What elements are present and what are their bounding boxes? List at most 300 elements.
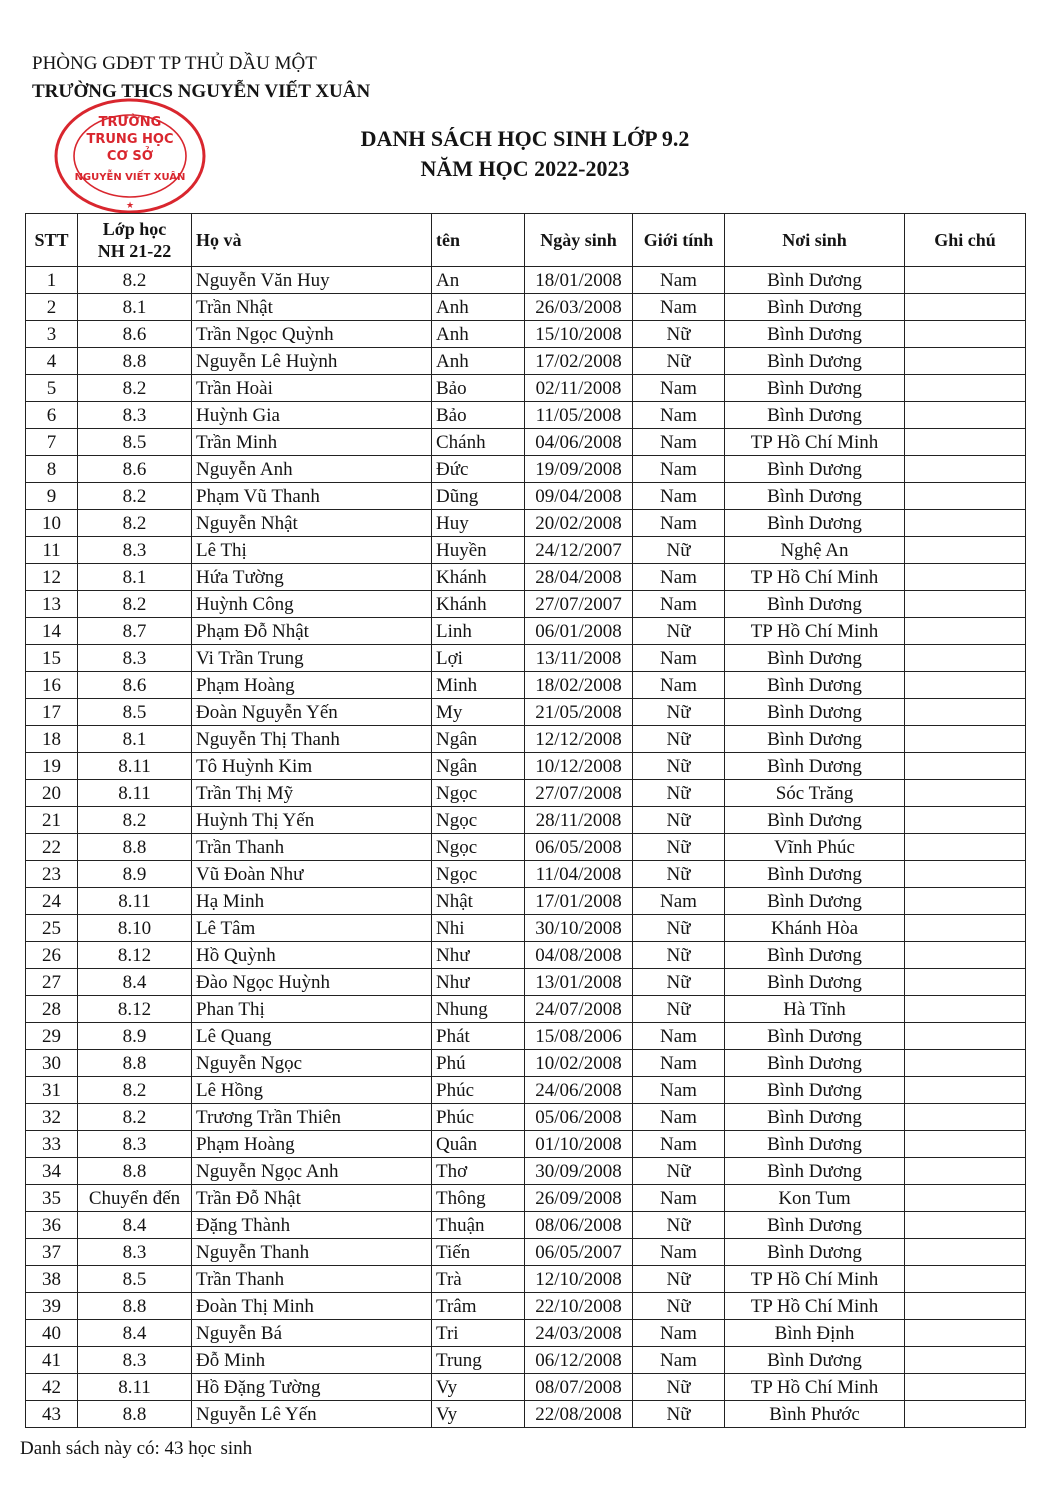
cell-class: 8.11 (78, 780, 192, 807)
cell-gender: Nữ (633, 1293, 725, 1320)
cell-class: 8.2 (78, 483, 192, 510)
cell-class: 8.1 (78, 564, 192, 591)
cell-birthplace: Hà Tĩnh (725, 996, 905, 1023)
cell-class: 8.8 (78, 1158, 192, 1185)
cell-dob: 08/06/2008 (525, 1212, 633, 1239)
header-surname: Họ và (192, 214, 432, 267)
cell-gender: Nữ (633, 699, 725, 726)
cell-stt: 4 (26, 348, 78, 375)
cell-dob: 22/08/2008 (525, 1401, 633, 1428)
cell-class: 8.2 (78, 1104, 192, 1131)
cell-name: Như (432, 942, 525, 969)
table-row (26, 429, 1026, 456)
cell-name: Trung (432, 1347, 525, 1374)
cell-dob: 28/11/2008 (525, 807, 633, 834)
table-row (26, 834, 1026, 861)
cell-birthplace: Bình Dương (725, 375, 905, 402)
school-seal-stamp (52, 96, 208, 216)
cell-surname: Nguyễn Ngọc Anh (192, 1158, 432, 1185)
cell-birthplace: Bình Dương (725, 645, 905, 672)
school-name: TRƯỜNG THCS NGUYỄN VIẾT XUÂN (32, 81, 371, 102)
title-line-1: DANH SÁCH HỌC SINH LỚP 9.2 (360, 126, 690, 151)
cell-birthplace: Kon Tum (725, 1185, 905, 1212)
table-row (26, 807, 1026, 834)
cell-stt: 14 (26, 618, 78, 645)
cell-note (905, 672, 1026, 699)
cell-gender: Nam (633, 267, 725, 294)
cell-note (905, 348, 1026, 375)
cell-birthplace: TP Hồ Chí Minh (725, 618, 905, 645)
cell-name: Đức (432, 456, 525, 483)
cell-gender: Nữ (633, 1374, 725, 1401)
cell-gender: Nam (633, 294, 725, 321)
cell-note (905, 591, 1026, 618)
cell-dob: 01/10/2008 (525, 1131, 633, 1158)
cell-birthplace: Bình Dương (725, 726, 905, 753)
cell-class: 8.7 (78, 618, 192, 645)
summary-text: Danh sách này có: 43 học sinh (20, 1438, 253, 1459)
cell-stt: 22 (26, 834, 78, 861)
table-row (26, 564, 1026, 591)
cell-surname: Phạm Vũ Thanh (192, 483, 432, 510)
cell-gender: Nam (633, 672, 725, 699)
cell-name: Phúc (432, 1077, 525, 1104)
table-row (26, 1185, 1026, 1212)
table-row (26, 1401, 1026, 1428)
cell-note (905, 483, 1026, 510)
cell-gender: Nữ (633, 996, 725, 1023)
cell-surname: Lê Hồng (192, 1077, 432, 1104)
header-name: tên (432, 214, 525, 267)
cell-name: Quân (432, 1131, 525, 1158)
cell-surname: Lê Quang (192, 1023, 432, 1050)
cell-class: 8.8 (78, 1401, 192, 1428)
cell-class: 8.11 (78, 888, 192, 915)
cell-note (905, 807, 1026, 834)
cell-gender: Nam (633, 510, 725, 537)
cell-surname: Lê Thị (192, 537, 432, 564)
cell-dob: 22/10/2008 (525, 1293, 633, 1320)
cell-note (905, 1293, 1026, 1320)
table-row (26, 483, 1026, 510)
cell-surname: Trương Trần Thiên (192, 1104, 432, 1131)
cell-class: 8.3 (78, 402, 192, 429)
cell-class: 8.9 (78, 861, 192, 888)
cell-note (905, 1374, 1026, 1401)
cell-class: 8.10 (78, 915, 192, 942)
cell-note (905, 888, 1026, 915)
cell-stt: 30 (26, 1050, 78, 1077)
cell-class: 8.11 (78, 753, 192, 780)
cell-stt: 13 (26, 591, 78, 618)
cell-class: 8.4 (78, 1320, 192, 1347)
cell-stt: 20 (26, 780, 78, 807)
table-row (26, 942, 1026, 969)
cell-birthplace: Bình Dương (725, 942, 905, 969)
cell-gender: Nam (633, 564, 725, 591)
cell-note (905, 1050, 1026, 1077)
cell-stt: 18 (26, 726, 78, 753)
table-row (26, 1374, 1026, 1401)
cell-class: 8.2 (78, 1077, 192, 1104)
cell-gender: Nam (633, 1077, 725, 1104)
cell-name: Trâm (432, 1293, 525, 1320)
cell-gender: Nam (633, 375, 725, 402)
cell-stt: 10 (26, 510, 78, 537)
cell-surname: Nguyễn Ngọc (192, 1050, 432, 1077)
cell-surname: Nguyễn Thanh (192, 1239, 432, 1266)
cell-note (905, 510, 1026, 537)
cell-stt: 28 (26, 996, 78, 1023)
cell-gender: Nữ (633, 861, 725, 888)
cell-note (905, 645, 1026, 672)
cell-stt: 35 (26, 1185, 78, 1212)
cell-name: Thơ (432, 1158, 525, 1185)
cell-dob: 06/01/2008 (525, 618, 633, 645)
cell-note (905, 753, 1026, 780)
cell-name: Huyền (432, 537, 525, 564)
cell-birthplace: Bình Dương (725, 483, 905, 510)
cell-surname: Trần Đỗ Nhật (192, 1185, 432, 1212)
cell-stt: 9 (26, 483, 78, 510)
cell-dob: 24/03/2008 (525, 1320, 633, 1347)
cell-stt: 16 (26, 672, 78, 699)
cell-name: Vy (432, 1374, 525, 1401)
table-row (26, 1158, 1026, 1185)
cell-class: 8.1 (78, 726, 192, 753)
cell-name: Anh (432, 321, 525, 348)
cell-stt: 43 (26, 1401, 78, 1428)
cell-class: 8.2 (78, 510, 192, 537)
cell-class: 8.2 (78, 807, 192, 834)
cell-birthplace: TP Hồ Chí Minh (725, 1374, 905, 1401)
cell-gender: Nữ (633, 780, 725, 807)
cell-surname: Huỳnh Công (192, 591, 432, 618)
department-name: PHÒNG GDĐT TP THỦ DẦU MỘT (32, 53, 317, 74)
cell-note (905, 321, 1026, 348)
cell-stt: 34 (26, 1158, 78, 1185)
table-row (26, 1131, 1026, 1158)
cell-birthplace: TP Hồ Chí Minh (725, 1293, 905, 1320)
cell-gender: Nữ (633, 321, 725, 348)
cell-class: 8.5 (78, 429, 192, 456)
cell-class: 8.8 (78, 1293, 192, 1320)
cell-gender: Nam (633, 1239, 725, 1266)
cell-stt: 19 (26, 753, 78, 780)
cell-class: 8.2 (78, 267, 192, 294)
cell-note (905, 1212, 1026, 1239)
cell-stt: 11 (26, 537, 78, 564)
table-row (26, 618, 1026, 645)
cell-class: 8.5 (78, 699, 192, 726)
cell-stt: 25 (26, 915, 78, 942)
cell-class: 8.4 (78, 969, 192, 996)
seal-line-3: CƠ SỞ (106, 149, 154, 164)
cell-birthplace: Bình Dương (725, 1158, 905, 1185)
cell-note (905, 780, 1026, 807)
cell-stt: 39 (26, 1293, 78, 1320)
cell-birthplace: Vĩnh Phúc (725, 834, 905, 861)
cell-name: Trà (432, 1266, 525, 1293)
cell-dob: 19/09/2008 (525, 456, 633, 483)
cell-birthplace: Nghệ An (725, 537, 905, 564)
cell-dob: 11/04/2008 (525, 861, 633, 888)
cell-birthplace: Bình Phước (725, 1401, 905, 1428)
cell-class: 8.6 (78, 456, 192, 483)
cell-gender: Nam (633, 1050, 725, 1077)
cell-dob: 30/10/2008 (525, 915, 633, 942)
cell-dob: 26/09/2008 (525, 1185, 633, 1212)
cell-name: Minh (432, 672, 525, 699)
document-title (300, 124, 750, 184)
cell-stt: 7 (26, 429, 78, 456)
cell-birthplace: Bình Dương (725, 267, 905, 294)
cell-surname: Trần Minh (192, 429, 432, 456)
cell-gender: Nữ (633, 1266, 725, 1293)
cell-name: Huy (432, 510, 525, 537)
cell-note (905, 1131, 1026, 1158)
cell-surname: Nguyễn Bá (192, 1320, 432, 1347)
cell-note (905, 834, 1026, 861)
cell-stt: 15 (26, 645, 78, 672)
cell-dob: 21/05/2008 (525, 699, 633, 726)
cell-dob: 18/02/2008 (525, 672, 633, 699)
cell-dob: 27/07/2007 (525, 591, 633, 618)
cell-class: 8.5 (78, 1266, 192, 1293)
cell-birthplace: Khánh Hòa (725, 915, 905, 942)
cell-note (905, 1347, 1026, 1374)
cell-gender: Nữ (633, 1158, 725, 1185)
cell-dob: 04/06/2008 (525, 429, 633, 456)
header-dob: Ngày sinh (525, 214, 633, 267)
cell-gender: Nam (633, 1185, 725, 1212)
cell-class: 8.11 (78, 1374, 192, 1401)
cell-gender: Nữ (633, 726, 725, 753)
cell-name: Dũng (432, 483, 525, 510)
cell-stt: 17 (26, 699, 78, 726)
table-row (26, 375, 1026, 402)
cell-gender: Nữ (633, 1401, 725, 1428)
cell-surname: Vũ Đoàn Như (192, 861, 432, 888)
cell-stt: 38 (26, 1266, 78, 1293)
cell-dob: 12/12/2008 (525, 726, 633, 753)
cell-stt: 2 (26, 294, 78, 321)
table-row (26, 348, 1026, 375)
cell-note (905, 564, 1026, 591)
cell-surname: Trần Hoài (192, 375, 432, 402)
table-row (26, 1347, 1026, 1374)
cell-birthplace: Bình Dương (725, 294, 905, 321)
header-class (78, 214, 192, 267)
cell-surname: Đoàn Nguyễn Yến (192, 699, 432, 726)
cell-dob: 18/01/2008 (525, 267, 633, 294)
cell-birthplace: Bình Dương (725, 1050, 905, 1077)
cell-surname: Vi Trần Trung (192, 645, 432, 672)
cell-name: Lợi (432, 645, 525, 672)
cell-note (905, 1158, 1026, 1185)
cell-dob: 13/01/2008 (525, 969, 633, 996)
cell-dob: 13/11/2008 (525, 645, 633, 672)
cell-class: 8.3 (78, 1239, 192, 1266)
cell-gender: Nam (633, 1347, 725, 1374)
cell-birthplace: Bình Dương (725, 1023, 905, 1050)
cell-gender: Nam (633, 456, 725, 483)
cell-stt: 21 (26, 807, 78, 834)
cell-name: Nhi (432, 915, 525, 942)
cell-stt: 8 (26, 456, 78, 483)
cell-name: Phát (432, 1023, 525, 1050)
cell-surname: Đỗ Minh (192, 1347, 432, 1374)
table-row (26, 267, 1026, 294)
cell-class: 8.2 (78, 375, 192, 402)
cell-note (905, 1401, 1026, 1428)
cell-surname: Hồ Quỳnh (192, 942, 432, 969)
cell-surname: Nguyễn Anh (192, 456, 432, 483)
table-row (26, 1320, 1026, 1347)
cell-class: 8.12 (78, 942, 192, 969)
table-row (26, 321, 1026, 348)
cell-birthplace: Sóc Trăng (725, 780, 905, 807)
cell-class: 8.3 (78, 645, 192, 672)
cell-birthplace: Bình Dương (725, 969, 905, 996)
cell-name: Tiến (432, 1239, 525, 1266)
cell-surname: Nguyễn Lê Yến (192, 1401, 432, 1428)
cell-birthplace: TP Hồ Chí Minh (725, 429, 905, 456)
cell-birthplace: Bình Dương (725, 591, 905, 618)
cell-name: Ngọc (432, 861, 525, 888)
cell-class: 8.3 (78, 537, 192, 564)
cell-dob: 10/02/2008 (525, 1050, 633, 1077)
cell-gender: Nam (633, 645, 725, 672)
cell-stt: 23 (26, 861, 78, 888)
table-row (26, 780, 1026, 807)
cell-class: 8.2 (78, 591, 192, 618)
cell-stt: 27 (26, 969, 78, 996)
cell-dob: 06/05/2007 (525, 1239, 633, 1266)
table-row (26, 591, 1026, 618)
cell-name: Bảo (432, 375, 525, 402)
cell-note (905, 1320, 1026, 1347)
cell-birthplace: Bình Dương (725, 753, 905, 780)
table-row (26, 672, 1026, 699)
cell-name: My (432, 699, 525, 726)
cell-surname: Phạm Hoàng (192, 672, 432, 699)
cell-stt: 31 (26, 1077, 78, 1104)
cell-birthplace: Bình Dương (725, 1104, 905, 1131)
seal-line-1: TRƯỜNG (98, 115, 162, 130)
cell-surname: Huỳnh Thị Yến (192, 807, 432, 834)
cell-dob: 02/11/2008 (525, 375, 633, 402)
cell-name: Như (432, 969, 525, 996)
student-roster-table (25, 213, 1026, 1428)
cell-note (905, 1104, 1026, 1131)
cell-class: Chuyển đến (78, 1185, 192, 1212)
cell-surname: Phan Thị (192, 996, 432, 1023)
table-row (26, 294, 1026, 321)
cell-gender: Nam (633, 1131, 725, 1158)
cell-name: Khánh (432, 591, 525, 618)
cell-dob: 15/10/2008 (525, 321, 633, 348)
table-row (26, 915, 1026, 942)
header-stt: STT (26, 214, 78, 267)
cell-birthplace: Bình Dương (725, 1077, 905, 1104)
cell-stt: 24 (26, 888, 78, 915)
table-row (26, 1050, 1026, 1077)
cell-surname: Nguyễn Thị Thanh (192, 726, 432, 753)
seal-line-4: NGUYỄN VIẾT XUÂN (74, 172, 186, 183)
cell-dob: 24/07/2008 (525, 996, 633, 1023)
cell-class: 8.9 (78, 1023, 192, 1050)
cell-note (905, 942, 1026, 969)
cell-surname: Trần Thanh (192, 834, 432, 861)
cell-stt: 1 (26, 267, 78, 294)
cell-class: 8.12 (78, 996, 192, 1023)
table-row (26, 861, 1026, 888)
cell-name: Anh (432, 294, 525, 321)
table-row (26, 1266, 1026, 1293)
cell-stt: 6 (26, 402, 78, 429)
table-body (26, 267, 1026, 1428)
cell-name: Tri (432, 1320, 525, 1347)
cell-class: 8.1 (78, 294, 192, 321)
cell-stt: 33 (26, 1131, 78, 1158)
cell-surname: Nguyễn Văn Huy (192, 267, 432, 294)
cell-surname: Đào Ngọc Huỳnh (192, 969, 432, 996)
cell-stt: 41 (26, 1347, 78, 1374)
cell-dob: 10/12/2008 (525, 753, 633, 780)
cell-stt: 37 (26, 1239, 78, 1266)
table-row (26, 537, 1026, 564)
cell-dob: 15/08/2006 (525, 1023, 633, 1050)
header-gender: Giới tính (633, 214, 725, 267)
cell-note (905, 1239, 1026, 1266)
cell-name: Anh (432, 348, 525, 375)
cell-note (905, 699, 1026, 726)
cell-dob: 24/06/2008 (525, 1077, 633, 1104)
cell-stt: 5 (26, 375, 78, 402)
cell-dob: 26/03/2008 (525, 294, 633, 321)
cell-gender: Nam (633, 1320, 725, 1347)
cell-note (905, 969, 1026, 996)
table-row (26, 1212, 1026, 1239)
cell-surname: Hạ Minh (192, 888, 432, 915)
cell-dob: 06/12/2008 (525, 1347, 633, 1374)
table-row (26, 699, 1026, 726)
cell-class: 8.8 (78, 348, 192, 375)
cell-surname: Nguyễn Lê Huỳnh (192, 348, 432, 375)
cell-note (905, 915, 1026, 942)
cell-birthplace: Bình Dương (725, 807, 905, 834)
cell-gender: Nữ (633, 807, 725, 834)
cell-birthplace: Bình Dương (725, 402, 905, 429)
cell-birthplace: Bình Dương (725, 1131, 905, 1158)
cell-name: Phúc (432, 1104, 525, 1131)
cell-birthplace: Bình Dương (725, 510, 905, 537)
cell-stt: 32 (26, 1104, 78, 1131)
cell-gender: Nữ (633, 1212, 725, 1239)
cell-note (905, 1185, 1026, 1212)
cell-dob: 09/04/2008 (525, 483, 633, 510)
cell-note (905, 402, 1026, 429)
cell-dob: 17/01/2008 (525, 888, 633, 915)
cell-gender: Nữ (633, 915, 725, 942)
cell-surname: Hứa Tường (192, 564, 432, 591)
cell-dob: 11/05/2008 (525, 402, 633, 429)
cell-birthplace: Bình Dương (725, 888, 905, 915)
cell-note (905, 1077, 1026, 1104)
cell-note (905, 1023, 1026, 1050)
cell-name: Chánh (432, 429, 525, 456)
